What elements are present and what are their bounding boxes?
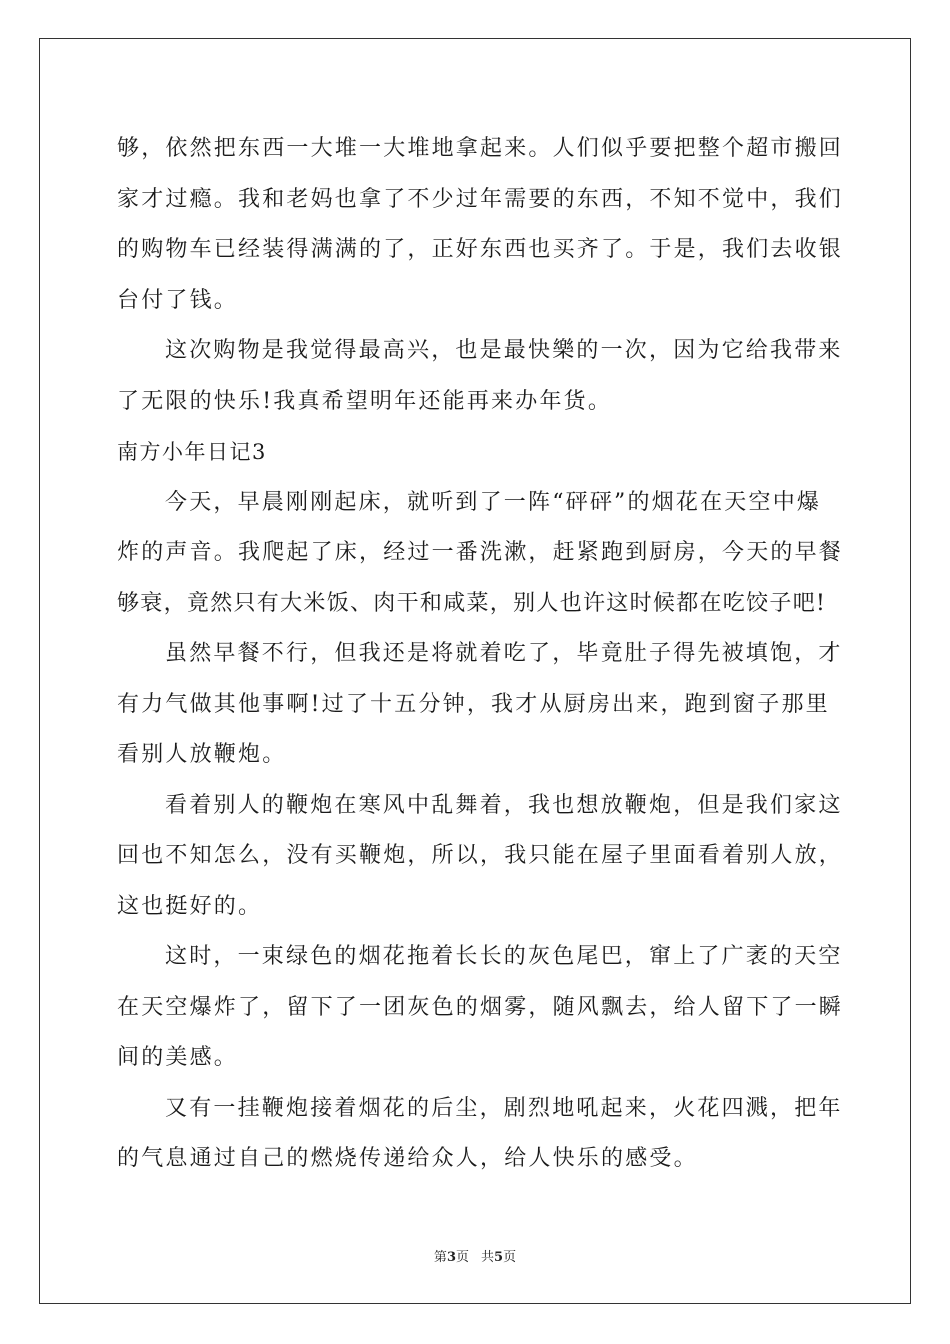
paragraph-line: 有力气做其他事啊!过了十五分钟，我才从厨房出来，跑到窗子那里 xyxy=(117,691,830,717)
paragraph-line: 看着别人的鞭炮在寒风中乱舞着，我也想放鞭炮，但是我们家这 xyxy=(165,792,843,818)
page-total: 共5页 xyxy=(481,1250,517,1265)
paragraph-line: 了无限的快乐!我真希望明年还能再来办年货。 xyxy=(117,388,613,414)
paragraph-line: 回也不知怎么，没有买鞭炮，所以，我只能在屋子里面看着别人放， xyxy=(117,843,844,868)
paragraph-line: 这时，一束绿色的烟花拖着长长的灰色尾巴，窜上了广袤的天空 xyxy=(165,944,843,969)
paragraph-line: 看别人放鞭炮。 xyxy=(117,742,287,767)
paragraph-line: 台付了钱。 xyxy=(117,287,239,313)
paragraph-line: 在天空爆炸了，留下了一团灰色的烟雾，随风飘去，给人留下了一瞬 xyxy=(117,994,844,1020)
page-footer xyxy=(0,1246,950,1265)
page-number: 第3页 xyxy=(433,1250,469,1265)
paragraph-line: 这次购物是我觉得最高兴，也是最快樂的一次，因为它给我带来 xyxy=(165,338,843,363)
paragraph-line: 又有一挂鞭炮接着烟花的后尘，剧烈地吼起来，火花四溅，把年 xyxy=(165,1095,843,1121)
paragraph-line: 的气息通过自己的燃烧传递给众人，给人快乐的感受。 xyxy=(117,1146,698,1171)
paragraph-line: 虽然早餐不行，但我还是将就着吃了，毕竟肚子得先被填饱，才 xyxy=(165,641,843,666)
paragraph-line: 今天，早晨刚刚起床，就听到了一阵“砰砰”的烟花在天空中爆 xyxy=(165,489,822,515)
paragraph-line: 间的美感。 xyxy=(117,1045,239,1070)
paragraph-line: 炸的声音。我爬起了床，经过一番洗漱，赶紧跑到厨房，今天的早餐 xyxy=(117,540,844,565)
paragraph-line: 够衰，竟然只有大米饭、肉干和咸菜，别人也许这时候都在吃饺子吧! xyxy=(117,590,827,616)
paragraph-line: 家才过瘾。我和老妈也拿了不少过年需要的东西，不知不觉中，我们 xyxy=(117,186,844,212)
paragraph-line: 够，依然把东西一大堆一大堆地拿起来。人们似乎要把整个超市搬回 xyxy=(117,136,844,161)
document-body xyxy=(117,128,844,1189)
paragraph-line: 这也挺好的。 xyxy=(117,893,263,919)
section-heading: 南方小年日记3 xyxy=(117,440,267,464)
paragraph-line: 的购物车已经装得满满的了，正好东西也买齐了。于是，我们去收银 xyxy=(117,237,844,262)
